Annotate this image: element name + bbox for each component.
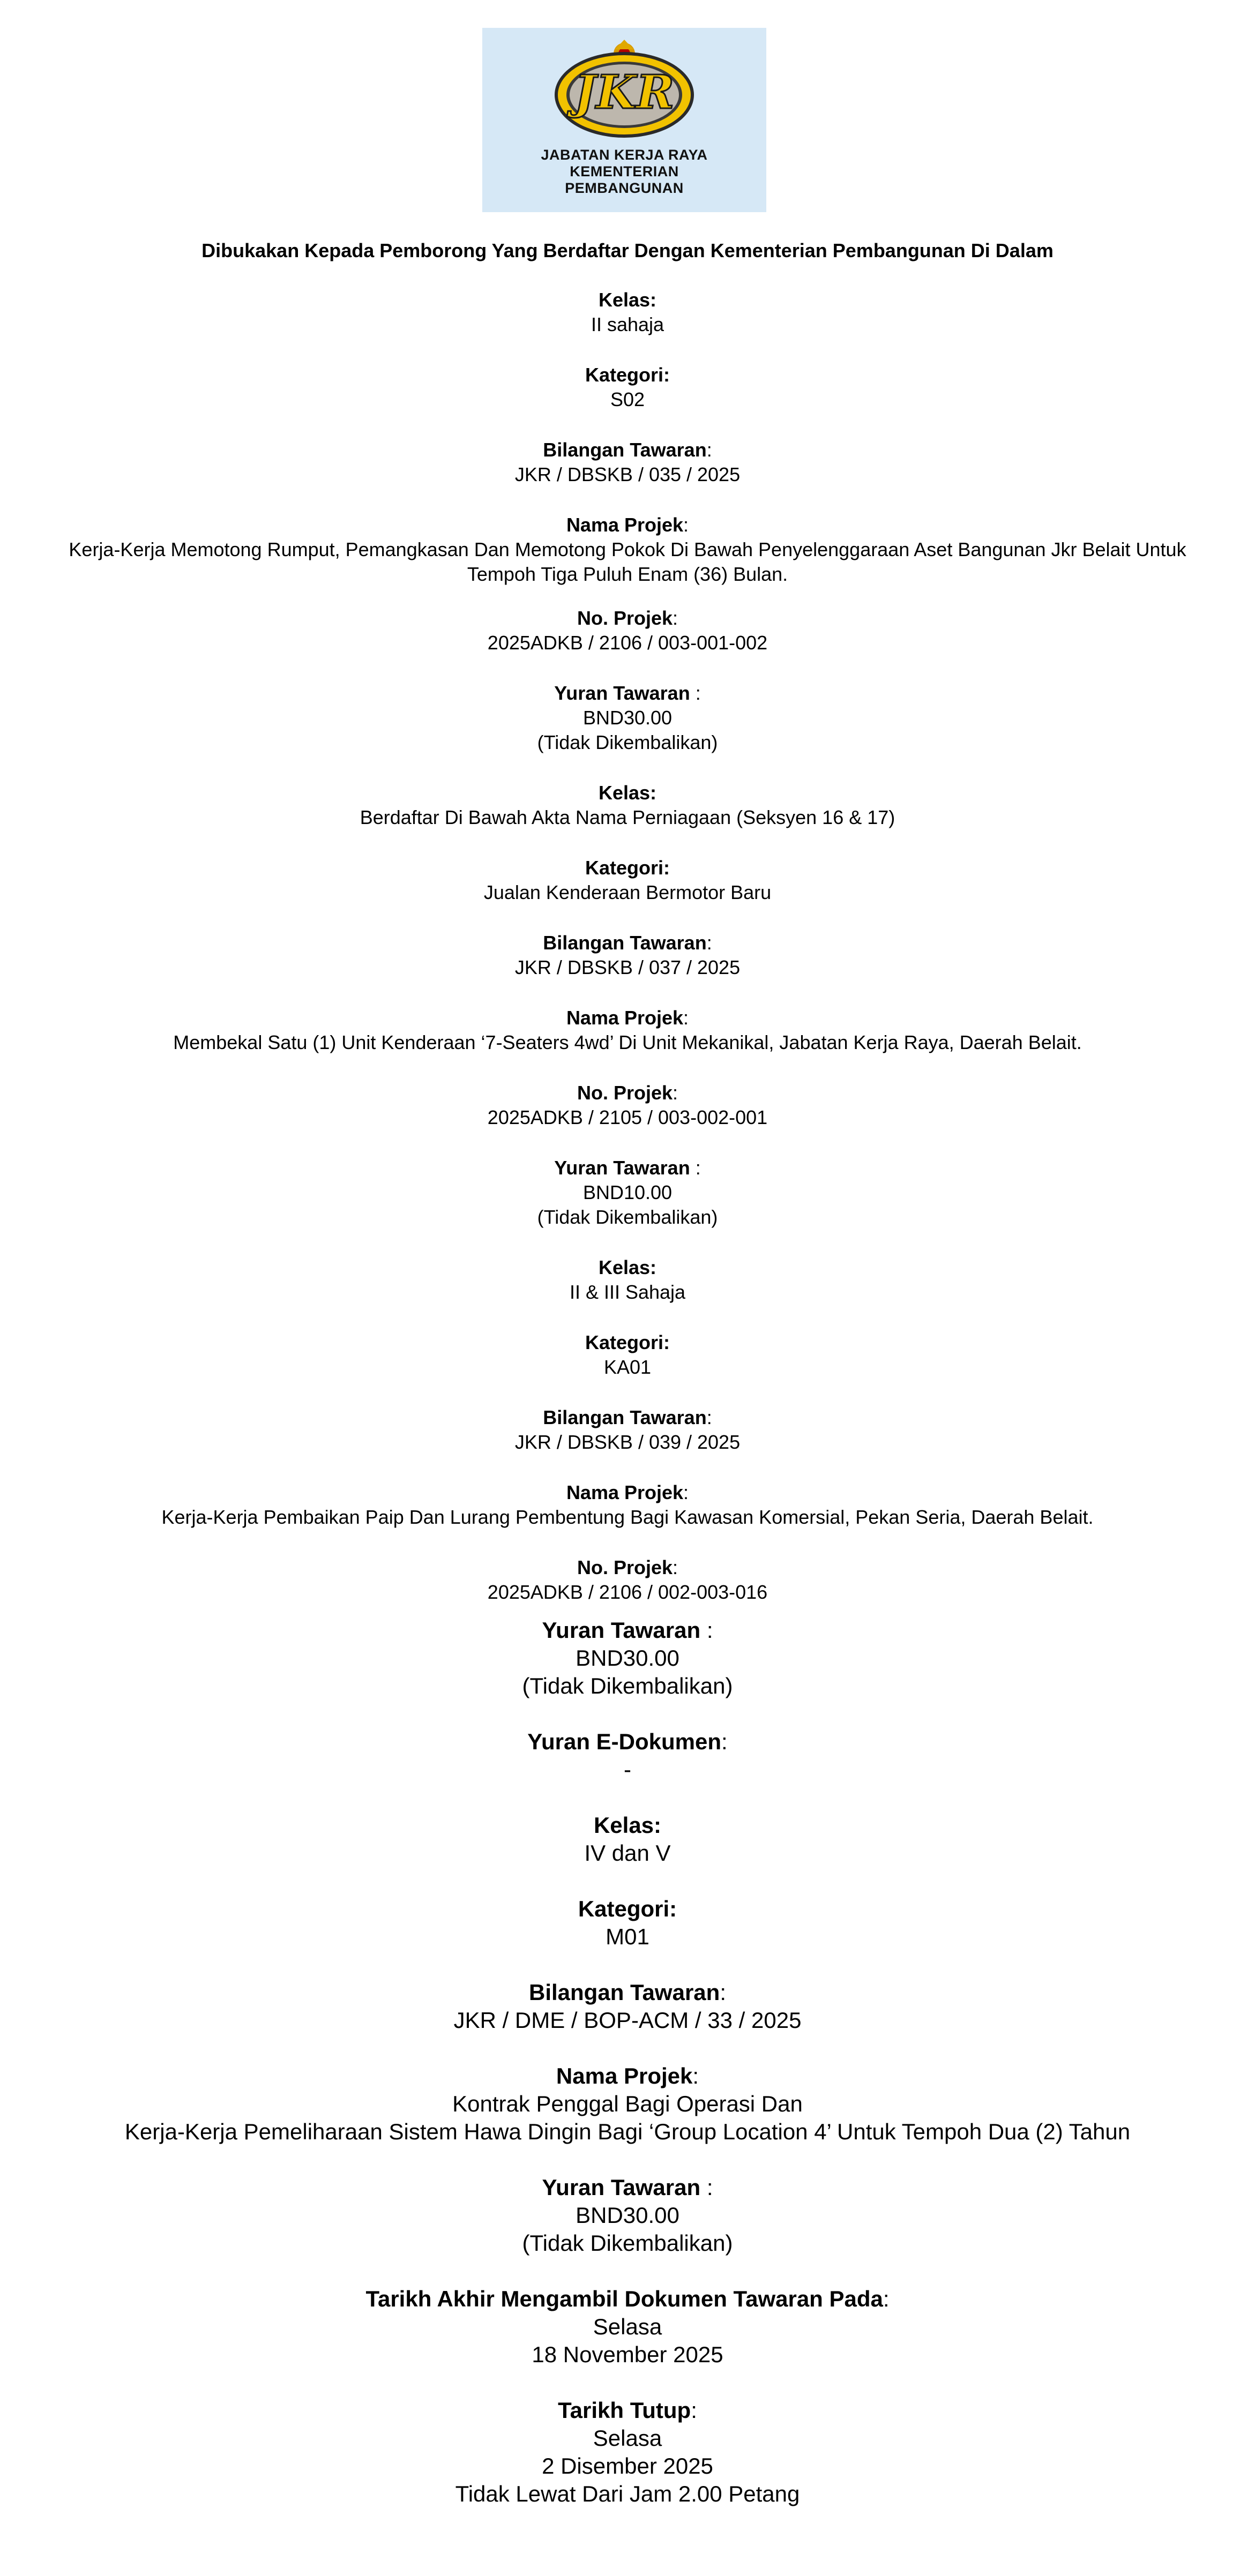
nama-projek-label: Nama Projek:: [566, 1481, 689, 1503]
kelas-value: Berdaftar Di Bawah Akta Nama Perniagaan (Seksyen 16 & 17): [360, 806, 895, 828]
kelas-label: Kelas:: [598, 289, 657, 311]
yuran-label: Yuran Tawaran :: [554, 682, 701, 704]
kategori-label: Kategori:: [585, 857, 670, 879]
logo-line-2: KEMENTERIAN: [570, 163, 679, 179]
nama-projek-line-1: Kontrak Penggal Bagi Operasi Dan: [452, 2091, 803, 2116]
kelas-label: Kelas:: [598, 1256, 657, 1278]
yuran-note: (Tidak Dikembalikan): [522, 1673, 733, 1698]
no-projek-label: No. Projek:: [577, 1556, 678, 1578]
nama-projek-line-1: Kerja-Kerja Memotong Rumput, Pemangkasan Dan Memotong Pokok Di Bawah Penyelenggaraan Aset Bangunan Jkr Belait Untuk: [69, 538, 1186, 560]
tarikh-tutup-day: Selasa: [593, 2425, 662, 2451]
kelas-value: IV dan V: [584, 1840, 671, 1866]
yuran-edokumen-label: Yuran E-Dokumen:: [527, 1729, 728, 1754]
bilangan-value: JKR / DBSKB / 039 / 2025: [514, 1431, 741, 1453]
no-projek-label: No. Projek:: [577, 1082, 678, 1104]
tarikh-tutup-label: Tarikh Tutup:: [558, 2398, 697, 2423]
yuran-note: (Tidak Dikembalikan): [537, 1206, 718, 1228]
bilangan-value: JKR / DBSKB / 035 / 2025: [514, 463, 741, 485]
nama-projek-line-2: Kerja-Kerja Pemeliharaan Sistem Hawa Dingin Bagi ‘Group Location 4’ Untuk Tempoh Dua (2) Tahun: [124, 2119, 1131, 2144]
yuran-value: BND10.00: [582, 1181, 673, 1203]
kategori-value: KA01: [603, 1356, 652, 1378]
yuran-note: (Tidak Dikembalikan): [537, 731, 718, 753]
kategori-label: Kategori:: [585, 364, 670, 386]
nama-projek-label: Nama Projek:: [566, 514, 689, 536]
nama-projek-label: Nama Projek:: [556, 2063, 699, 2088]
kelas-label: Kelas:: [598, 782, 657, 804]
yuran-label: Yuran Tawaran :: [542, 2175, 713, 2200]
jkr-logo: [482, 28, 766, 212]
emblem-letters: JKR: [574, 65, 675, 119]
bilangan-label: Bilangan Tawaran:: [543, 932, 712, 954]
logo-line-1: JABATAN KERJA RAYA: [541, 147, 708, 163]
yuran-value: BND30.00: [576, 1645, 679, 1671]
yuran-value: BND30.00: [582, 707, 673, 729]
kategori-label: Kategori:: [585, 1331, 670, 1353]
bilangan-label: Bilangan Tawaran:: [529, 1980, 726, 2005]
yuran-label: Yuran Tawaran :: [542, 1618, 713, 1643]
yuran-note: (Tidak Dikembalikan): [522, 2230, 733, 2256]
kategori-value: Jualan Kenderaan Bermotor Baru: [483, 881, 772, 903]
kategori-value: S02: [610, 388, 645, 410]
tarikh-akhir-label: Tarikh Akhir Mengambil Dokumen Tawaran Pada:: [365, 2286, 890, 2311]
intro-heading: Dibukakan Kepada Pemborong Yang Berdaftar Dengan Kementerian Pembangunan Di Dalam: [201, 239, 1054, 261]
nama-projek-line-1: Membekal Satu (1) Unit Kenderaan ‘7-Seaters 4wd’ Di Unit Mekanikal, Jabatan Kerja Raya, Daerah Belait.: [173, 1031, 1082, 1053]
tarikh-akhir-day: Selasa: [593, 2314, 662, 2339]
no-projek-value: 2025ADKB / 2105 / 003-002-001: [487, 1106, 768, 1128]
kategori-label: Kategori:: [578, 1896, 677, 1921]
kategori-value: M01: [606, 1924, 649, 1949]
no-projek-value: 2025ADKB / 2106 / 003-001-002: [487, 632, 768, 654]
kelas-label: Kelas:: [593, 1813, 662, 1838]
kelas-value: II & III Sahaja: [569, 1281, 686, 1303]
tarikh-tutup-time: Tidak Lewat Dari Jam 2.00 Petang: [455, 2481, 800, 2506]
kelas-value: II sahaja: [591, 313, 664, 335]
bilangan-value: JKR / DME / BOP-ACM / 33 / 2025: [453, 2008, 802, 2033]
yuran-label: Yuran Tawaran :: [554, 1157, 701, 1179]
logo-line-3: PEMBANGUNAN: [565, 180, 684, 196]
no-projek-value: 2025ADKB / 2106 / 002-003-016: [487, 1581, 768, 1603]
bilangan-value: JKR / DBSKB / 037 / 2025: [514, 956, 741, 978]
no-projek-label: No. Projek:: [577, 607, 678, 629]
nama-projek-line-1: Kerja-Kerja Pembaikan Paip Dan Lurang Pembentung Bagi Kawasan Komersial, Pekan Seria, Daerah Belait.: [161, 1506, 1094, 1528]
nama-projek-label: Nama Projek:: [566, 1007, 689, 1029]
yuran-value: BND30.00: [576, 2203, 679, 2228]
yuran-edokumen-value: -: [624, 1757, 631, 1782]
tarikh-akhir-date: 18 November 2025: [532, 2342, 723, 2367]
bilangan-label: Bilangan Tawaran:: [543, 1406, 712, 1428]
bilangan-label: Bilangan Tawaran:: [543, 439, 712, 461]
nama-projek-line-2: Tempoh Tiga Puluh Enam (36) Bulan.: [467, 563, 788, 585]
tarikh-tutup-date: 2 Disember 2025: [542, 2453, 713, 2478]
